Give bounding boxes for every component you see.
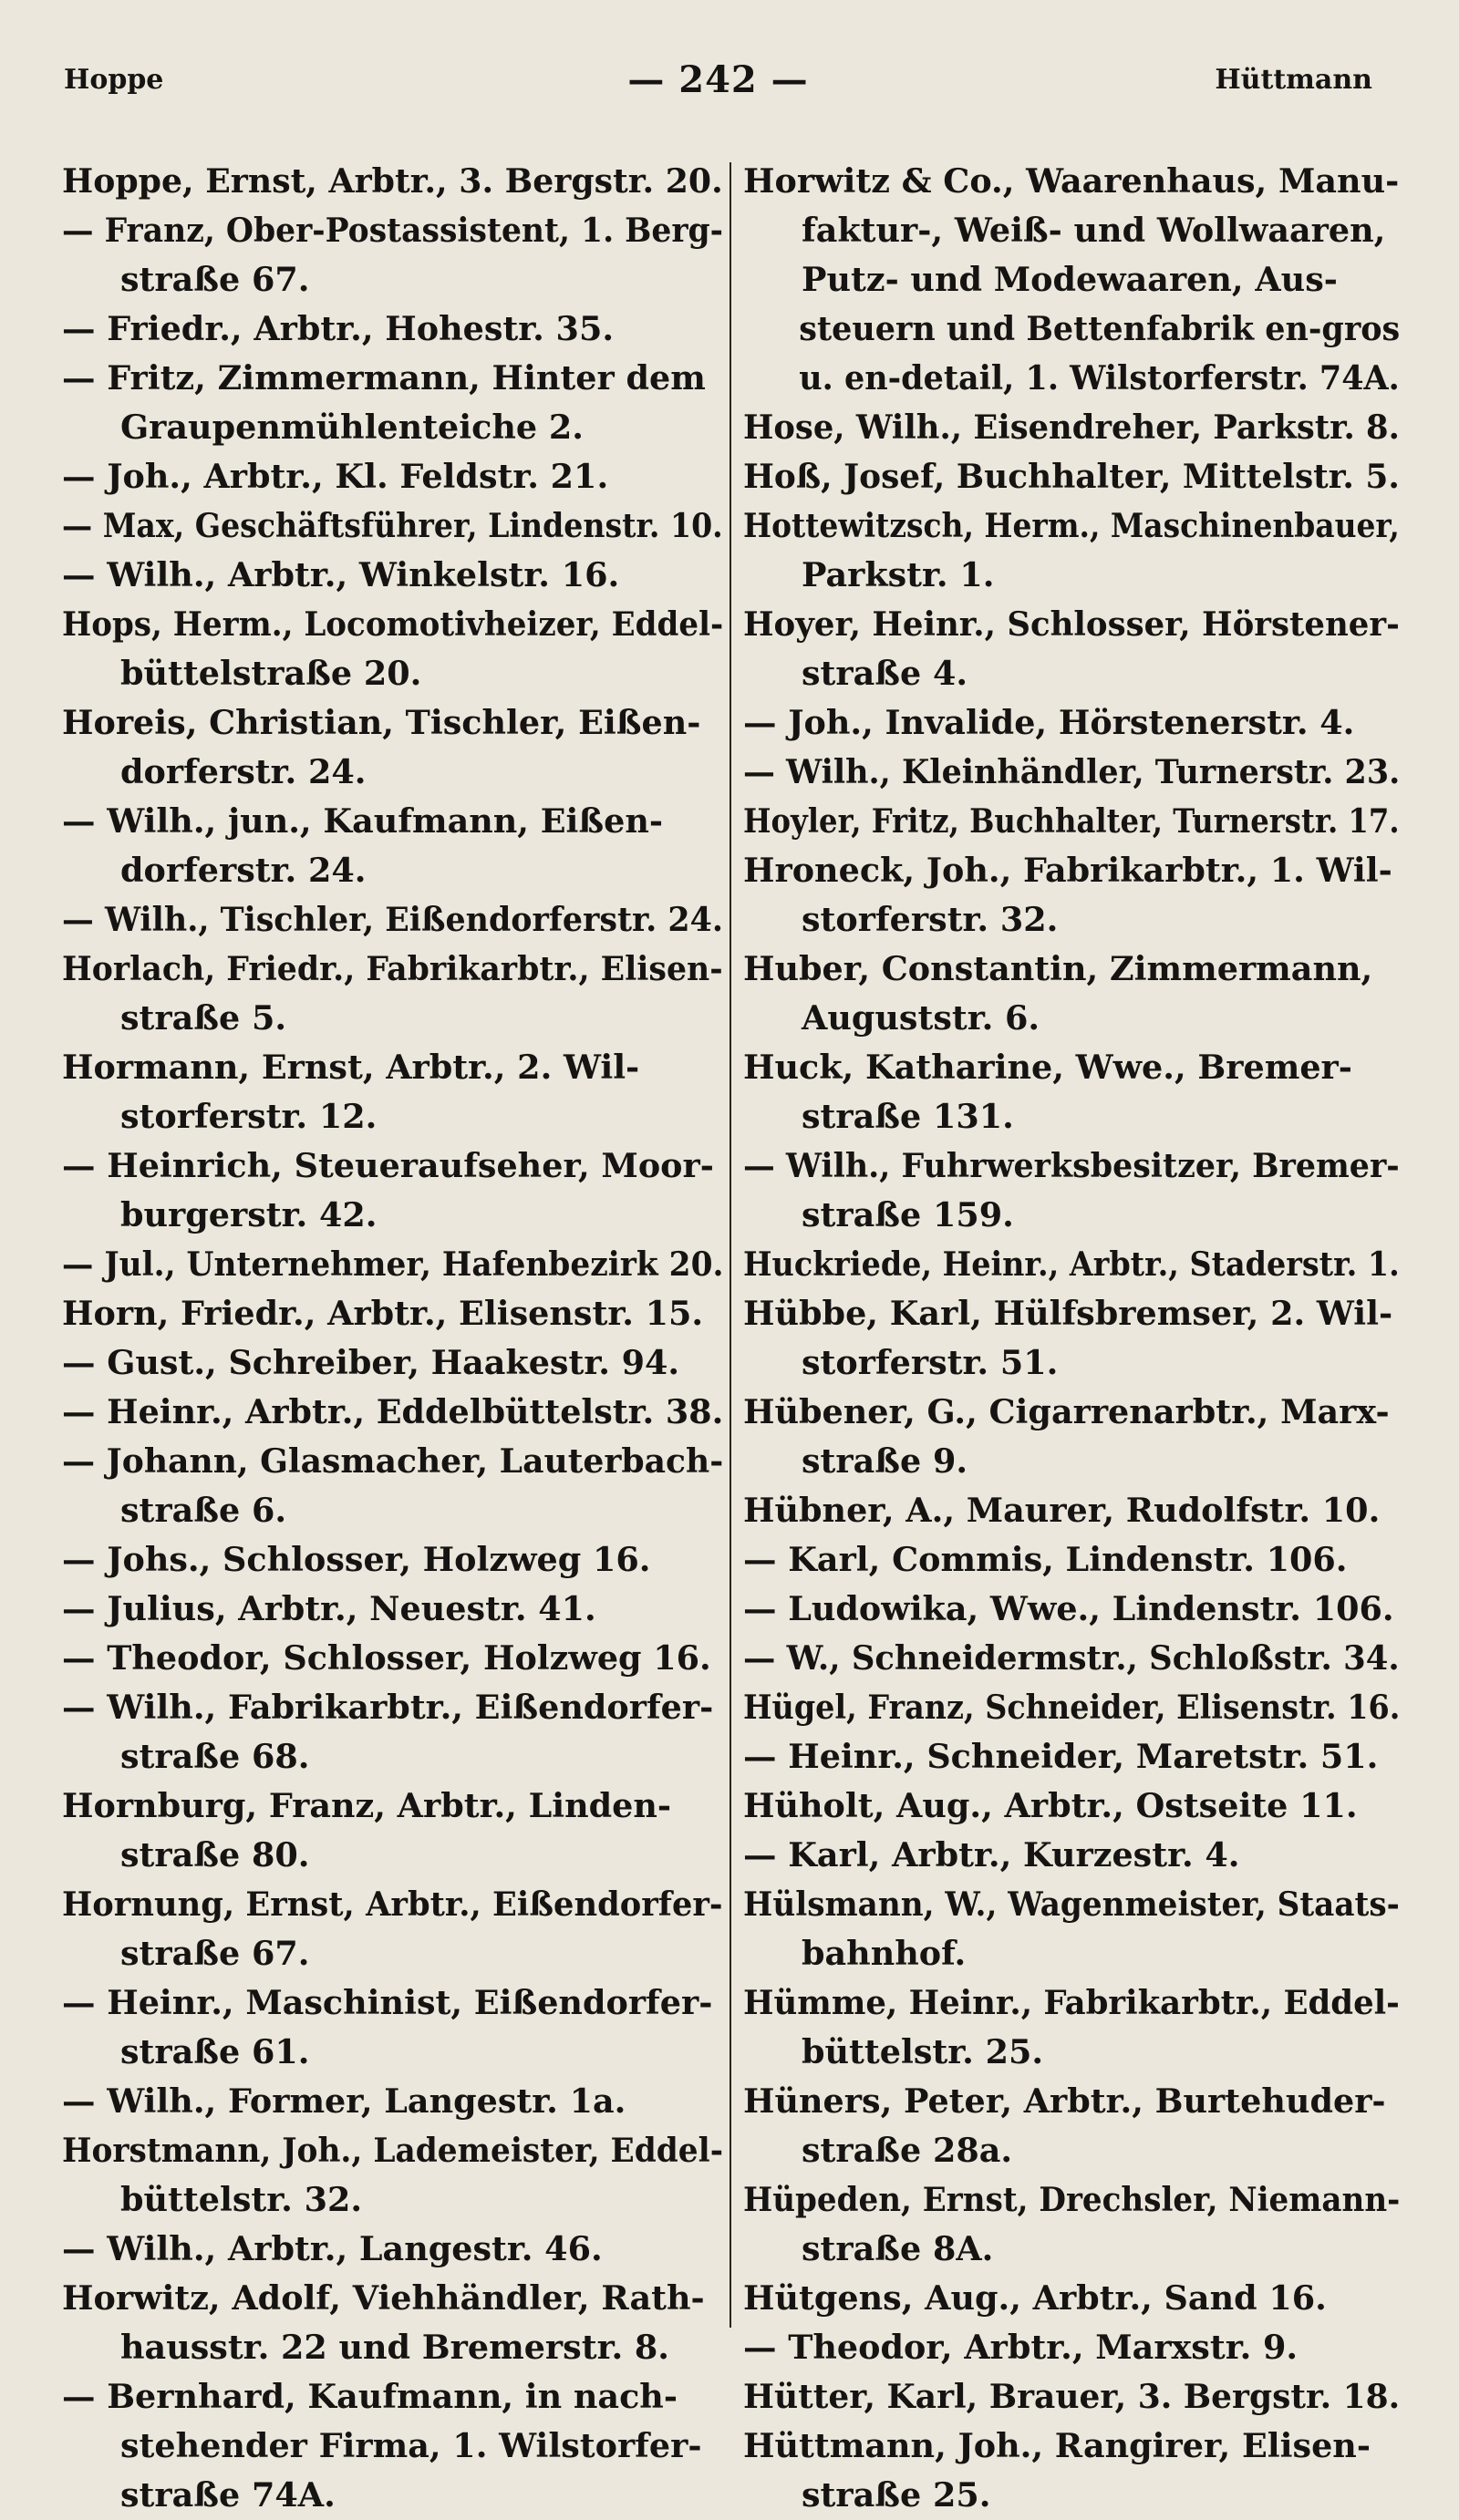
column-divider <box>730 162 731 2328</box>
directory-line: faktur-, Weiß- und Wollwaaren, <box>802 211 1386 250</box>
running-head-right: Hüttmann <box>1215 64 1372 96</box>
directory-line: — Wilh., Tischler, Eißendorferstr. 24. <box>62 900 723 939</box>
directory-line: — Fritz, Zimmermann, Hinter dem <box>62 358 706 398</box>
directory-line: Hoppe, Ernst, Arbtr., 3. Bergstr. 20. <box>62 161 723 201</box>
directory-line: dorferstr. 24. <box>120 851 367 890</box>
directory-line: straße 25. <box>802 2475 991 2515</box>
directory-line: straße 61. <box>120 2032 310 2071</box>
directory-line: Hoyler, Fritz, Buchhalter, Turnerstr. 17. <box>743 801 1400 841</box>
directory-line: storferstr. 51. <box>802 1343 1059 1382</box>
directory-line: — Wilh., Arbtr., Winkelstr. 16. <box>62 555 620 594</box>
directory-line: Huck, Katharine, Wwe., Bremer- <box>743 1048 1352 1087</box>
directory-line: — Jul., Unternehmer, Hafenbezirk 20. <box>62 1245 724 1284</box>
directory-line: Hügel, Franz, Schneider, Elisenstr. 16. <box>743 1688 1401 1727</box>
directory-line: straße 28a. <box>802 2131 1013 2170</box>
directory-line: — Heinr., Arbtr., Eddelbüttelstr. 38. <box>62 1392 724 1431</box>
directory-line: Hornburg, Franz, Arbtr., Linden- <box>62 1786 672 1825</box>
directory-line: — Karl, Arbtr., Kurzestr. 4. <box>743 1835 1240 1875</box>
directory-line: Horwitz & Co., Waarenhaus, Manu- <box>743 161 1400 201</box>
directory-line: — Friedr., Arbtr., Hohestr. 35. <box>62 309 615 348</box>
directory-line: Hübener, G., Cigarrenarbtr., Marx- <box>743 1392 1390 1431</box>
directory-line: Hoß, Josef, Buchhalter, Mittelstr. 5. <box>743 457 1400 496</box>
directory-line: storferstr. 32. <box>802 900 1059 939</box>
directory-line: Horn, Friedr., Arbtr., Elisenstr. 15. <box>62 1294 704 1333</box>
directory-line: Hüpeden, Ernst, Drechsler, Niemann- <box>743 2180 1401 2219</box>
directory-line: — Theodor, Schlosser, Holzweg 16. <box>62 1638 711 1678</box>
directory-line: stehender Firma, 1. Wilstorfer- <box>120 2426 702 2465</box>
directory-line: Hoyer, Heinr., Schlosser, Hörstener- <box>743 604 1400 644</box>
directory-line: straße 80. <box>120 1835 310 1875</box>
directory-line: — Wilh., jun., Kaufmann, Eißen- <box>62 801 664 841</box>
directory-line: Hümme, Heinr., Fabrikarbtr., Eddel- <box>743 1983 1400 2022</box>
left-column <box>62 157 724 2515</box>
directory-line: — Gust., Schreiber, Haakestr. 94. <box>62 1343 680 1382</box>
directory-line: hausstr. 22 und Bremerstr. 8. <box>120 2328 669 2367</box>
directory-line: Hülsmann, W., Wagenmeister, Staats- <box>743 1885 1400 1924</box>
directory-line: Hüholt, Aug., Arbtr., Ostseite 11. <box>743 1786 1358 1825</box>
directory-line: Horeis, Christian, Tischler, Eißen- <box>62 703 701 742</box>
directory-line: Hroneck, Joh., Fabrikarbtr., 1. Wil- <box>743 851 1392 890</box>
directory-line: — Julius, Arbtr., Neuestr. 41. <box>62 1589 596 1628</box>
page-header <box>64 58 1372 119</box>
directory-line: — W., Schneidermstr., Schloßstr. 34. <box>743 1638 1400 1678</box>
directory-line: — Joh., Arbtr., Kl. Feldstr. 21. <box>62 457 609 496</box>
directory-line: straße 9. <box>802 1441 968 1481</box>
directory-line: straße 67. <box>120 260 310 299</box>
directory-line: Auguststr. 6. <box>802 998 1040 1038</box>
directory-line: Hütter, Karl, Brauer, 3. Bergstr. 18. <box>743 2377 1401 2416</box>
directory-line: straße 159. <box>802 1195 1014 1234</box>
directory-line: u. en-detail, 1. Wilstorferstr. 74A. <box>799 358 1400 398</box>
page-number: — 242 — <box>627 58 809 101</box>
directory-line: straße 8A. <box>802 2229 994 2268</box>
directory-line: Horlach, Friedr., Fabrikarbtr., Elisen- <box>62 949 723 988</box>
directory-line: straße 68. <box>120 1737 310 1776</box>
directory-line: straße 5. <box>120 998 287 1038</box>
directory-line: steuern und Bettenfabrik en-gros <box>799 309 1401 348</box>
directory-line: Graupenmühlenteiche 2. <box>120 408 584 447</box>
directory-line: dorferstr. 24. <box>120 752 367 791</box>
directory-line: — Wilh., Fabrikarbtr., Eißendorfer- <box>62 1688 714 1727</box>
directory-line: straße 6. <box>120 1491 287 1530</box>
directory-line: Hottewitzsch, Herm., Maschinenbauer, <box>743 506 1400 545</box>
directory-line: Horwitz, Adolf, Viehhändler, Rath- <box>62 2278 705 2318</box>
directory-line: straße 67. <box>120 1934 310 1973</box>
directory-line: — Bernhard, Kaufmann, in nach- <box>62 2377 678 2416</box>
directory-line: — Wilh., Arbtr., Langestr. 46. <box>62 2229 603 2268</box>
directory-line: straße 74A. <box>120 2475 336 2515</box>
running-head-left: Hoppe <box>64 64 164 96</box>
directory-line: Horstmann, Joh., Lademeister, Eddel- <box>62 2131 723 2170</box>
directory-line: — Heinr., Schneider, Maretstr. 51. <box>743 1737 1379 1776</box>
directory-line: Hüttmann, Joh., Rangirer, Elisen- <box>743 2426 1371 2465</box>
directory-line: — Johs., Schlosser, Holzweg 16. <box>62 1540 651 1579</box>
directory-line: — Heinr., Maschinist, Eißendorfer- <box>62 1983 713 2022</box>
directory-line: Putz- und Modewaaren, Aus- <box>802 260 1338 299</box>
directory-line: büttelstr. 32. <box>120 2180 363 2219</box>
directory-line: — Ludowika, Wwe., Lindenstr. 106. <box>743 1589 1394 1628</box>
directory-line: Huckriede, Heinr., Arbtr., Staderstr. 1. <box>743 1245 1400 1284</box>
directory-line: — Franz, Ober-Postassistent, 1. Berg- <box>62 211 724 250</box>
directory-line: Hübner, A., Maurer, Rudolfstr. 10. <box>743 1491 1381 1530</box>
directory-line: Hübbe, Karl, Hülfsbremser, 2. Wil- <box>743 1294 1393 1333</box>
directory-line: büttelstr. 25. <box>802 2032 1044 2071</box>
directory-line: Huber, Constantin, Zimmermann, <box>743 949 1373 988</box>
directory-line: Parkstr. 1. <box>802 555 995 594</box>
directory-line: Hose, Wilh., Eisendreher, Parkstr. 8. <box>743 408 1400 447</box>
directory-line: — Wilh., Fuhrwerksbesitzer, Bremer- <box>743 1146 1400 1185</box>
directory-line: — Theodor, Arbtr., Marxstr. 9. <box>743 2328 1299 2367</box>
directory-line: — Heinrich, Steueraufseher, Moor- <box>62 1146 714 1185</box>
directory-line: — Wilh., Kleinhändler, Turnerstr. 23. <box>743 752 1401 791</box>
directory-line: — Joh., Invalide, Hörstenerstr. 4. <box>743 703 1355 742</box>
directory-line: straße 4. <box>802 654 968 693</box>
directory-line: burgerstr. 42. <box>120 1195 378 1234</box>
directory-line: storferstr. 12. <box>120 1097 378 1136</box>
directory-line: Hops, Herm., Locomotivheizer, Eddel- <box>62 604 724 644</box>
directory-line: büttelstraße 20. <box>120 654 422 693</box>
directory-line: — Johann, Glasmacher, Lauterbach- <box>62 1441 724 1481</box>
directory-line: Hüners, Peter, Arbtr., Burtehuder- <box>743 2081 1386 2121</box>
directory-line: — Karl, Commis, Lindenstr. 106. <box>743 1540 1348 1579</box>
directory-line: straße 131. <box>802 1097 1014 1136</box>
directory-line: Hornung, Ernst, Arbtr., Eißendorfer- <box>62 1885 723 1924</box>
directory-line: — Max, Geschäftsführer, Lindenstr. 10. <box>62 506 723 545</box>
directory-line: Hütgens, Aug., Arbtr., Sand 16. <box>743 2278 1327 2318</box>
directory-line: bahnhof. <box>802 1934 967 1973</box>
right-column <box>743 157 1401 2515</box>
directory-line: — Wilh., Former, Langestr. 1a. <box>62 2081 626 2121</box>
directory-line: Hormann, Ernst, Arbtr., 2. Wil- <box>62 1048 640 1087</box>
